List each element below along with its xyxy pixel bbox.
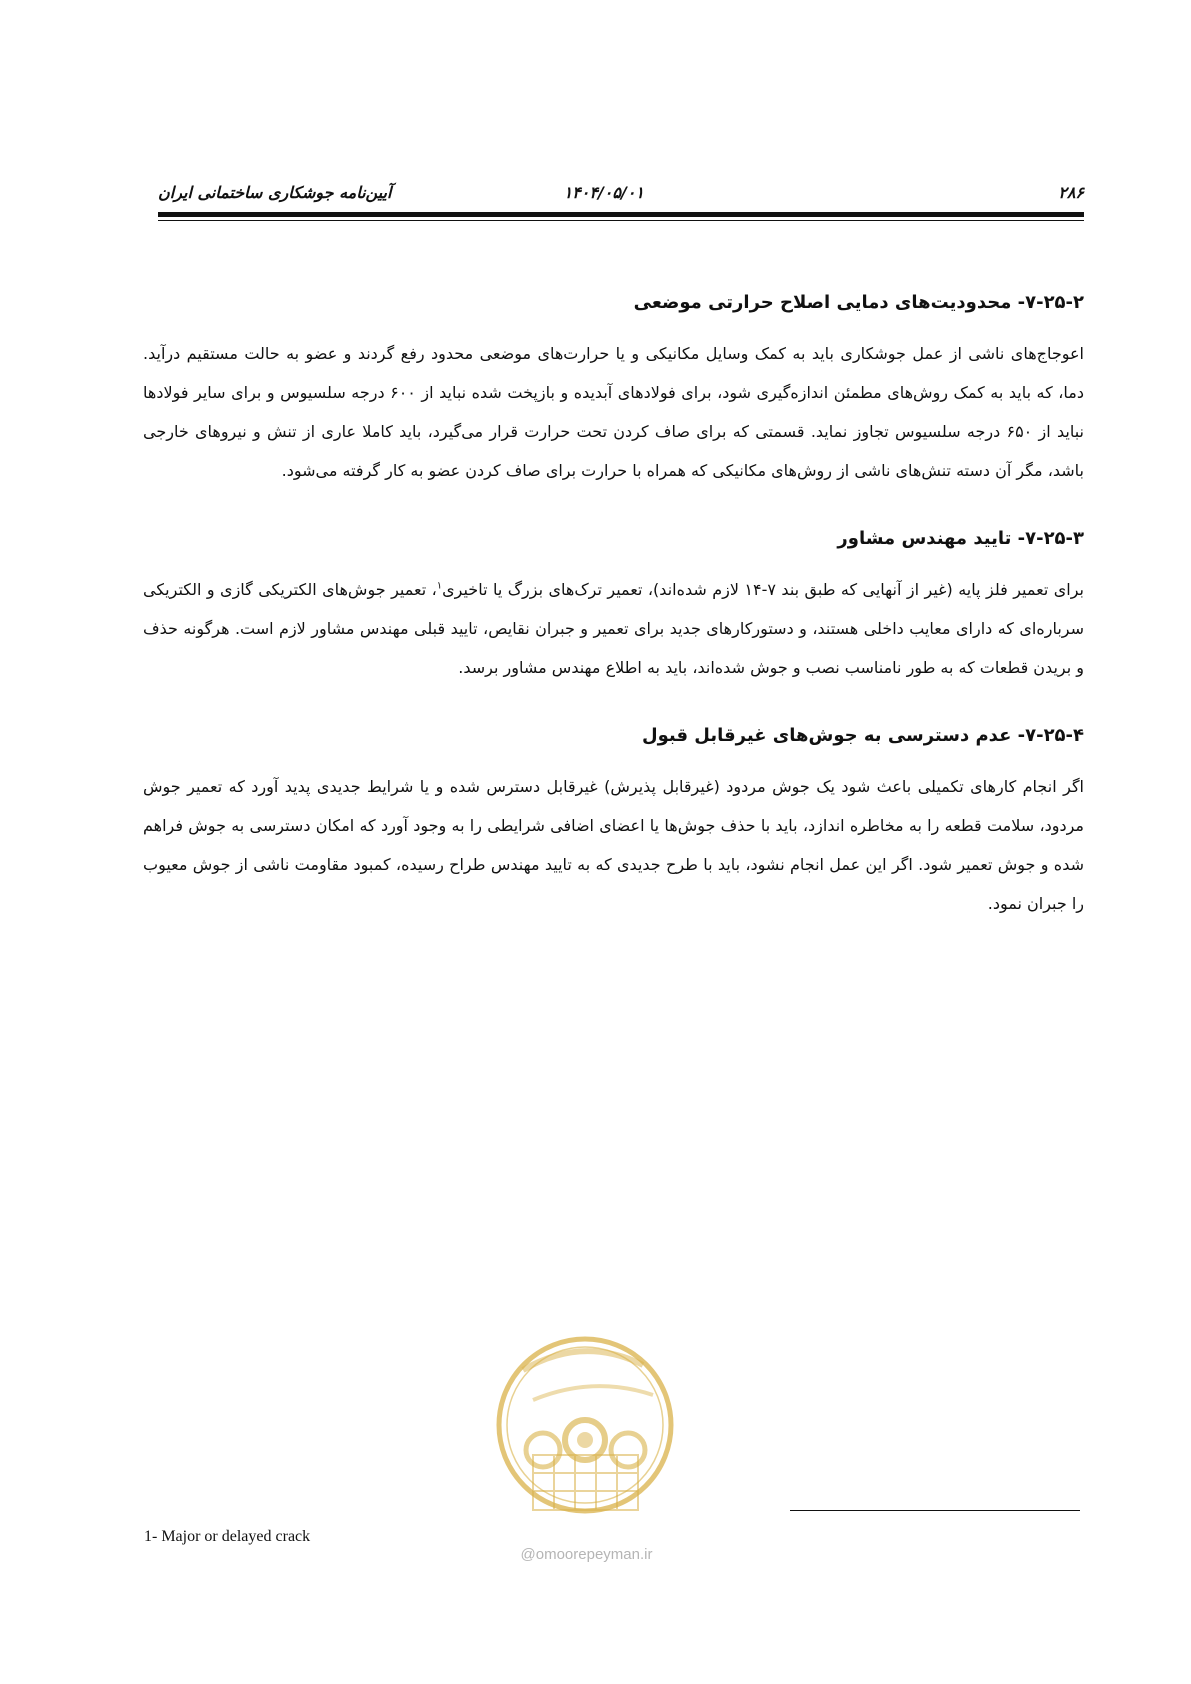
section-heading: ۷-۲۵-۳- تایید مهندس مشاور <box>837 528 1084 549</box>
header-date: ۱۴۰۴/۰۵/۰۱ <box>563 183 644 202</box>
body-text: ، تعمیر جوش‌های الکتریکی گازی و الکتریکی سرباره‌ای که دارای معایب داخلی هستند، و دستورکارهای جدید برای تعمیر و جبران نقایص، تایید قبلی مهندس مشاور لازم است. هرگونه حذف و بریدن قطعات که به طور نامناسب نصب و جوش شده‌اند، باید به اطلاع مهندس مشاور برسد. <box>143 580 1084 677</box>
section-heading: ۷-۲۵-۲- محدودیت‌های دمایی اصلاح حرارتی موضعی <box>633 292 1084 313</box>
footnote-rule <box>790 1510 1080 1511</box>
header-rule-thin <box>158 220 1084 221</box>
section-consultant-approval <box>143 524 1084 687</box>
watermark-seal-logo <box>493 1315 678 1535</box>
header-title: آیین‌نامه جوشکاری ساختمانی ایران <box>158 183 392 202</box>
section-heading: ۷-۲۵-۴- عدم دسترسی به جوش‌های غیرقابل قبول <box>642 725 1084 746</box>
section-body: اعوجاج‌های ناشی از عمل جوشکاری باید به کمک وسایل مکانیکی و یا حرارت‌های موضعی محدود رفع گردند و عضو به حالت مستقیم درآید. دما، که باید به کمک روش‌های مطمئن اندازه‌گیری شود، برای فولادهای آبدیده و بازپخت شده نباید از ۶۰۰ درجه سلسیوس و برای سایر فولادها نباید از ۶۵۰ درجه سلسیوس تجاوز نماید. قسمتی که برای صاف کردن تحت حرارت قرار می‌گیرد، باید کاملا عاری از تنش و نیروهای خارجی باشد، مگر آن دسته تنش‌های ناشی از روش‌های مکانیکی که همراه با حرارت برای صاف کردن عضو به کار گرفته می‌شود. <box>143 344 1085 480</box>
section-inaccessible-welds <box>143 721 1084 923</box>
watermark-caption: @omoorepeyman.ir <box>520 1546 653 1563</box>
header-rule-thick <box>158 212 1084 217</box>
page-content <box>143 288 1084 957</box>
body-text: برای تعمیر فلز پایه (غیر از آنهایی که طبق بند ۷-۱۴ لازم شده‌اند)، تعمیر ترک‌های بزرگ یا تاخیری <box>442 580 1084 599</box>
section-body: اگر انجام کارهای تکمیلی باعث شود یک جوش مردود (غیرقابل پذیرش) غیرقابل دسترس شده و یا شرایط جدیدی پدید آورد که تعمیر جوش مردود، سلامت قطعه را به مخاطره اندازد، باید با حذف جوش‌ها یا اعضای اضافی شرایطی را به وجود آورد که امکان دسترسی به جوش فراهم شده و جوش تعمیر شود. اگر این عمل انجام نشود، باید با طرح جدیدی که به تایید مهندس طراح رسیده، کمبود مقاومت ناشی از جوش معیوب را جبران نمود. <box>143 777 1084 913</box>
footnote-reference: ۱ <box>436 580 443 592</box>
section-temperature-limits <box>143 288 1084 490</box>
footnote: 1- Major or delayed crack <box>144 1528 311 1545</box>
section-body <box>143 570 1084 687</box>
page-header <box>158 183 1084 207</box>
page-number: ۲۸۶ <box>1058 183 1084 202</box>
